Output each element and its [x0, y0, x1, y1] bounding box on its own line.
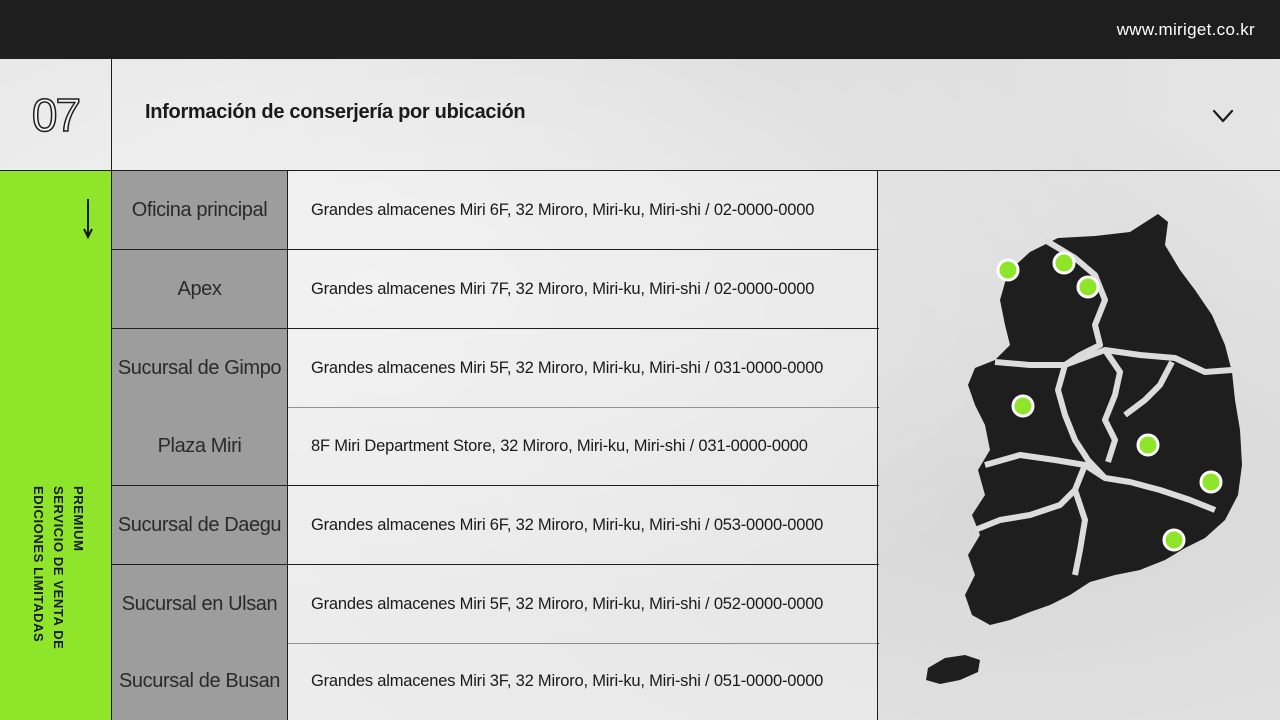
table-row: [112, 171, 879, 250]
site-url[interactable]: www.miriget.co.kr: [1116, 20, 1255, 39]
section-header: [0, 59, 1280, 171]
location-name: Sucursal de Busan: [112, 643, 288, 720]
location-name: Sucursal de Gimpo: [112, 329, 288, 407]
sidebar-label: [0, 171, 112, 720]
locations-table: [112, 171, 879, 720]
location-address: Grandes almacenes Miri 7F, 32 Miroro, Miri-ku, Miri-shi / 02-0000-0000: [288, 250, 878, 328]
section-number: 07: [0, 59, 112, 171]
location-address: Grandes almacenes Miri 6F, 32 Miroro, Miri-ku, Miri-shi / 053-0000-0000: [288, 486, 878, 564]
section-title: Información de conserjería por ubicación: [145, 101, 526, 123]
table-row: [112, 565, 879, 644]
table-row: [112, 329, 879, 408]
location-name: Plaza Miri: [112, 407, 288, 485]
chevron-down-icon[interactable]: [1211, 104, 1235, 128]
location-address: Grandes almacenes Miri 6F, 32 Miroro, Miri-ku, Miri-shi / 02-0000-0000: [288, 171, 878, 249]
location-marker[interactable]: [1164, 530, 1184, 550]
top-bar: [0, 0, 1280, 59]
sidebar: [0, 171, 112, 720]
sidebar-label-line-3: EDICIONES LIMITADAS: [31, 486, 46, 643]
location-name: Sucursal de Daegu: [112, 486, 288, 564]
location-marker[interactable]: [1201, 472, 1221, 492]
location-address: Grandes almacenes Miri 5F, 32 Miroro, Miri-ku, Miri-shi / 052-0000-0000: [288, 565, 878, 643]
location-name: Sucursal en Ulsan: [112, 565, 288, 643]
korea-map: [900, 190, 1270, 700]
location-marker[interactable]: [1138, 435, 1158, 455]
location-address: 8F Miri Department Store, 32 Miroro, Miri-ku, Miri-shi / 031-0000-0000: [288, 407, 878, 485]
table-row: [112, 250, 879, 329]
table-row: [112, 643, 879, 720]
table-row: [112, 486, 879, 565]
location-address: Grandes almacenes Miri 5F, 32 Miroro, Miri-ku, Miri-shi / 031-0000-0000: [288, 329, 878, 407]
location-marker[interactable]: [1054, 253, 1074, 273]
location-marker[interactable]: [1078, 277, 1098, 297]
table-row: [112, 407, 879, 486]
location-name: Oficina principal: [112, 171, 288, 249]
location-marker[interactable]: [1013, 396, 1033, 416]
sidebar-label-line-1: PREMIUM: [71, 486, 86, 552]
sidebar-label-line-2: SERVICIO DE VENTA DE: [51, 486, 66, 650]
location-marker[interactable]: [998, 260, 1018, 280]
location-name: Apex: [112, 250, 288, 328]
location-address: Grandes almacenes Miri 3F, 32 Miroro, Miri-ku, Miri-shi / 051-0000-0000: [288, 643, 878, 720]
